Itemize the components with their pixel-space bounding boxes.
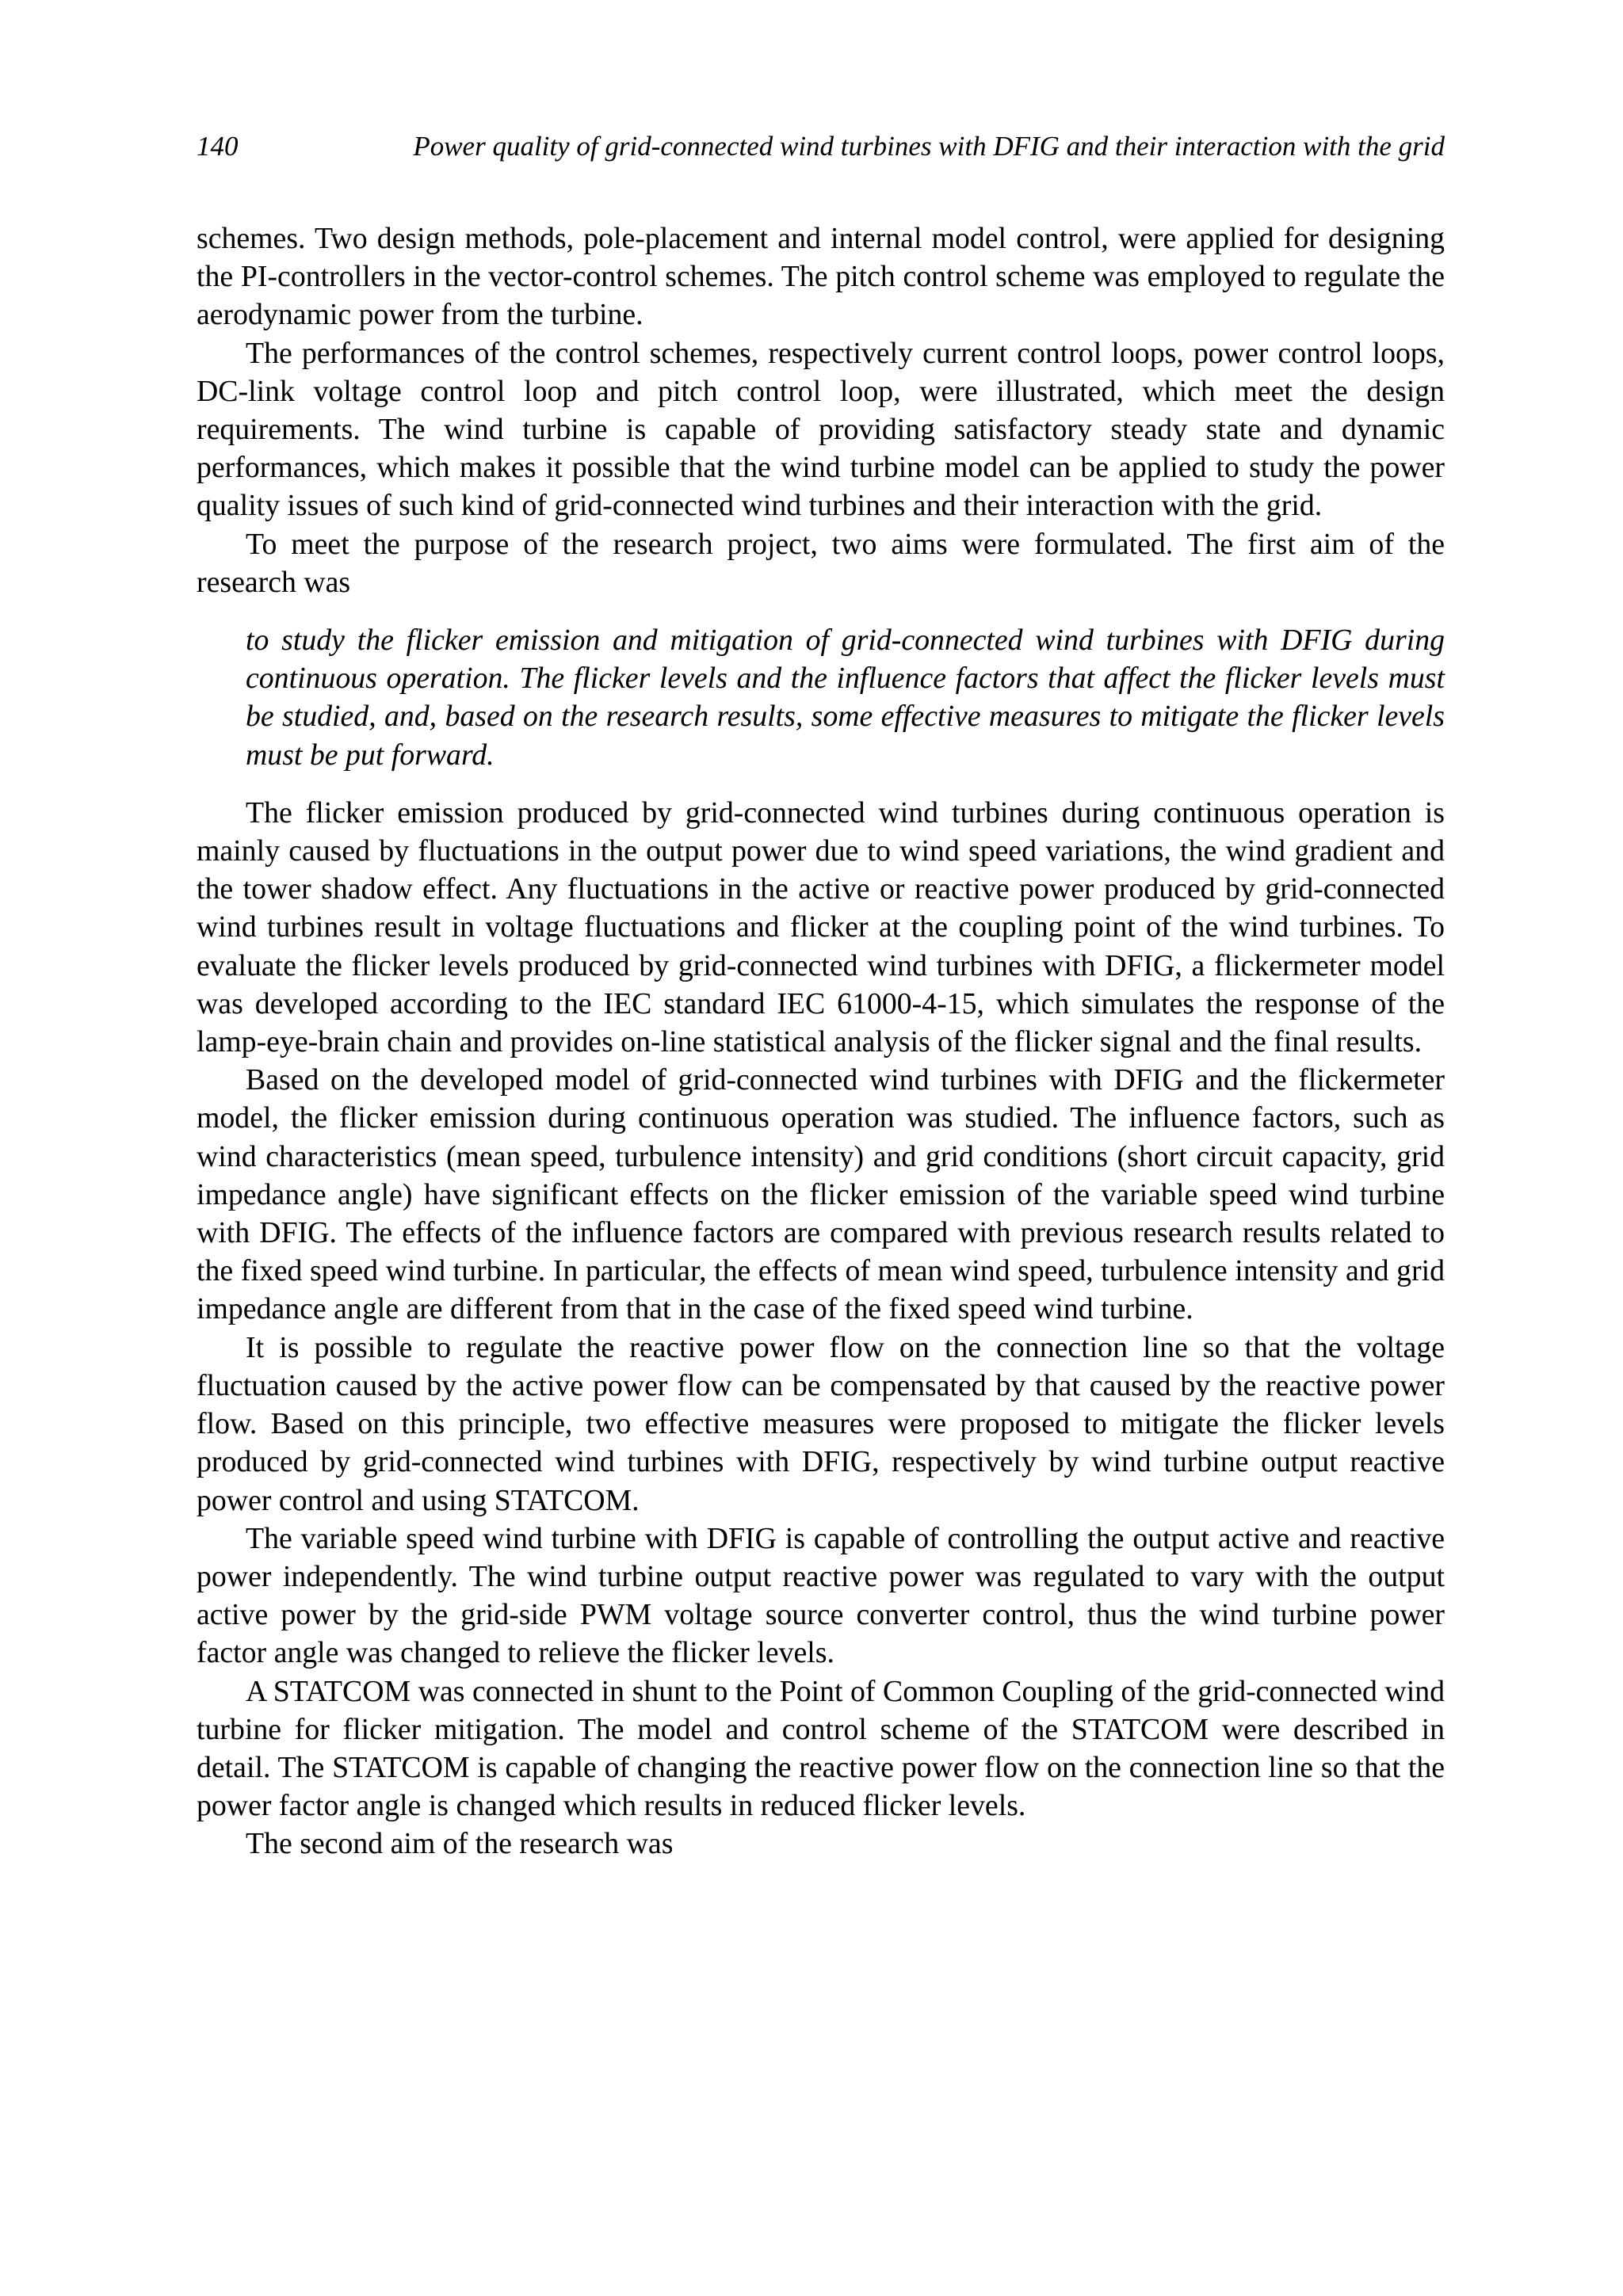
paragraph-flicker-emission: The flicker emission produced by grid-connected wind turbines during continuous operation is mainly caused by fluctuations in the output power due to wind speed variations, the wind gradient and the tower shadow effect. Any fluctuations in the active or reactive power produced by grid-connected wind turbines result in voltage fluctuations and flicker at the coupling point of the wind turbines. To evaluate the flicker levels produced by grid-connected wind turbines with DFIG, a flickermeter model was developed according to the IEC standard IEC 61000-4-15, which simulates the response of the lamp-eye-brain chain and provides on-line statistical analysis of the flicker signal and the final results.	[197, 795, 1445, 1059]
paragraph-research-aims: To meet the purpose of the research project, two aims were formulated. The first aim of the research was	[197, 527, 1445, 599]
body-text	[197, 219, 1445, 1863]
document-page	[197, 131, 1445, 1863]
paragraph-statcom: A STATCOM was connected in shunt to the Point of Common Coupling of the grid-connected wind turbine for flicker mitigation. The model and control scheme of the STATCOM were described in detail. The STATCOM is capable of changing the reactive power flow on the connection line so that the power factor angle is changed which results in reduced flicker levels.	[197, 1674, 1445, 1823]
paragraph-control-performance: The performances of the control schemes, respectively current control loops, power control loops, DC-link voltage control loop and pitch control loop, were illustrated, which meet the design requirements. The wind turbine is capable of providing satisfactory steady state and dynamic performances, which makes it possible that the wind turbine model can be applied to study the power quality issues of such kind of grid-connected wind turbines and their interaction with the grid.	[197, 336, 1445, 523]
running-header	[197, 131, 1445, 162]
paragraph-dfig-control: The variable speed wind turbine with DFIG is capable of controlling the output active and reactive power independently. The wind turbine output reactive power was regulated to vary with the output active power by the grid-side PWM voltage source converter control, thus the wind turbine power factor angle was changed to relieve the flicker levels.	[197, 1521, 1445, 1670]
paragraph-reactive-power-flow: It is possible to regulate the reactive power flow on the connection line so that the voltage fluctuation caused by the active power flow can be compensated by that caused by the reactive power flow. Based on this principle, two effective measures were proposed to mitigate the flicker levels produced by grid-connected wind turbines with DFIG, respectively by wind turbine output reactive power control and using STATCOM.	[197, 1330, 1445, 1517]
page-number: 140	[197, 131, 239, 162]
paragraph-second-aim: The second aim of the research was	[246, 1827, 674, 1861]
paragraph-continuation: schemes. Two design methods, pole-placement and internal model control, were applied for designing the PI-controllers in the vector-control schemes. The pitch control scheme was employed to regulate the aerodynamic power from the turbine.	[197, 222, 1445, 332]
first-aim-quote: to study the flicker emission and mitigation of grid-connected wind turbines with DFIG during continuous operation. The flicker levels and the influence factors that affect the flicker levels must be studied, and, based on the research results, some effective measures to mitigate the flicker levels must be put forward.	[246, 624, 1445, 772]
paragraph-influence-factors: Based on the developed model of grid-connected wind turbines with DFIG and the flickermeter model, the flicker emission during continuous operation was studied. The influence factors, such as wind characteristics (mean speed, turbulence intensity) and grid conditions (short circuit capacity, grid impedance angle) have significant effects on the flicker emission of the variable speed wind turbine with DFIG. The effects of the influence factors are compared with previous research results related to the fixed speed wind turbine. In particular, the effects of mean wind speed, turbulence intensity and grid impedance angle are different from that in the case of the fixed speed wind turbine.	[197, 1063, 1445, 1326]
running-title: Power quality of grid-connected wind turbines with DFIG and their interaction with the grid	[413, 131, 1445, 162]
